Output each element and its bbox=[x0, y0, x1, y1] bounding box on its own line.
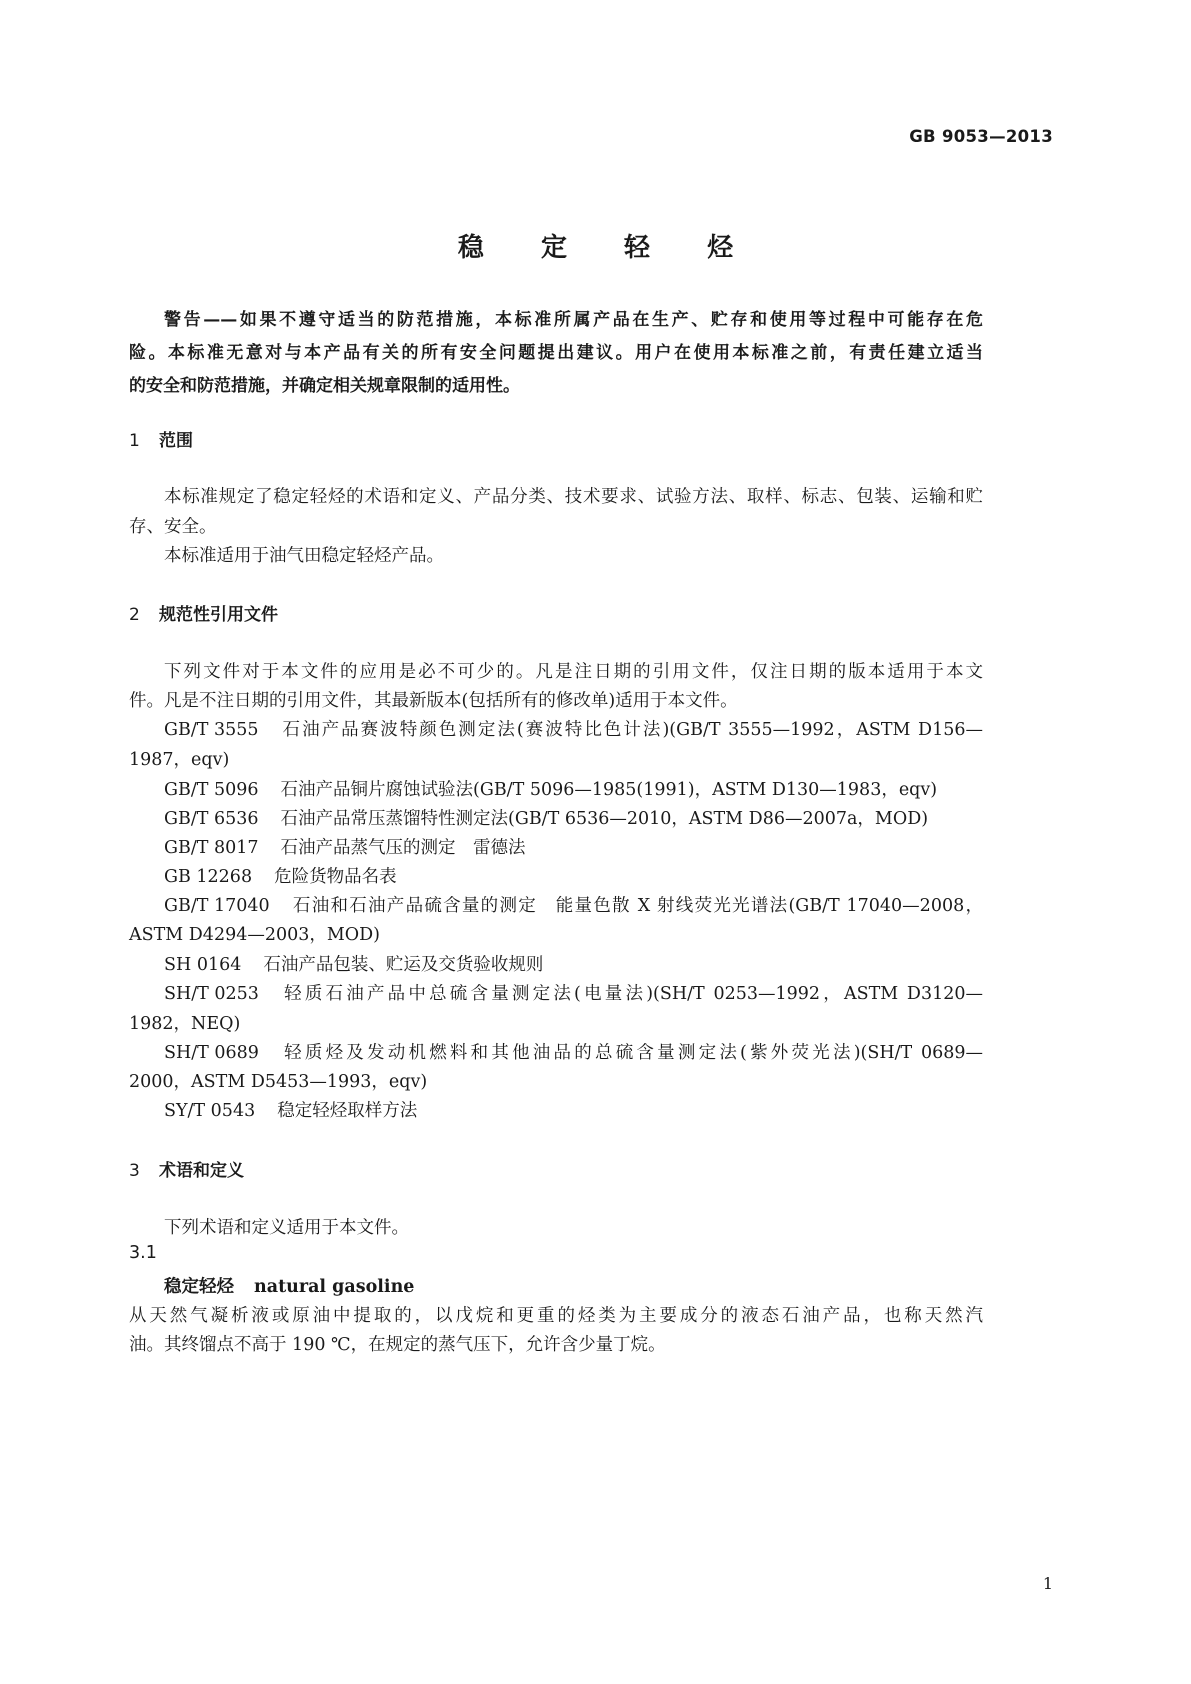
reference-code: GB/T 8017 bbox=[164, 838, 259, 858]
section-2-number: 2 bbox=[129, 605, 140, 625]
reference-text: 石油产品铜片腐蚀试验法(GB/T 5096—1985(1991)，ASTM D130—1983，eqv) bbox=[280, 780, 938, 800]
reference-text: 石油产品蒸气压的测定 雷德法 bbox=[280, 838, 526, 858]
reference-code: GB/T 6536 bbox=[164, 809, 259, 829]
reference-code: GB/T 5096 bbox=[164, 780, 259, 800]
warning-line-3: 的安全和防范措施，并确定相关规章限制的适用性。 bbox=[129, 376, 520, 396]
reference-item bbox=[164, 951, 543, 976]
reference-code: SH/T 0253 bbox=[164, 984, 259, 1004]
section-3-number: 3 bbox=[129, 1161, 140, 1181]
reference-code: SY/T 0543 bbox=[164, 1101, 256, 1121]
reference-text: 石油产品赛波特颜色测定法(赛波特比色计法)(GB/T 3555—1992，ASTM D156— bbox=[280, 720, 983, 740]
warning-line-2: 险。本标准无意对与本产品有关的所有安全问题提出建议。用户在使用本标准之前，有责任建立适当 bbox=[129, 343, 983, 363]
section-2-heading bbox=[129, 600, 278, 625]
document-title: 稳 定 轻 烃 bbox=[457, 233, 758, 263]
section-3-intro: 下列术语和定义适用于本文件。 bbox=[164, 1218, 409, 1238]
reference-item bbox=[164, 863, 397, 888]
reference-text: 危险货物品名表 bbox=[274, 867, 397, 887]
reference-item bbox=[164, 716, 983, 742]
section-1-heading bbox=[129, 426, 193, 451]
reference-continuation: ASTM D4294—2003，MOD) bbox=[129, 925, 381, 945]
section-1-line-3: 本标准适用于油气田稳定轻烃产品。 bbox=[164, 546, 444, 566]
section-3-title: 术语和定义 bbox=[159, 1161, 244, 1181]
reference-code: GB 12268 bbox=[164, 867, 253, 887]
term-heading bbox=[164, 1273, 414, 1298]
reference-code: GB/T 17040 bbox=[164, 896, 270, 916]
reference-text: 轻质石油产品中总硫含量测定法(电量法)(SH/T 0253—1992，ASTM D3120— bbox=[280, 984, 983, 1004]
reference-text: 轻质烃及发动机燃料和其他油品的总硫含量测定法(紫外荧光法)(SH/T 0689— bbox=[280, 1043, 983, 1063]
term-chinese: 稳定轻烃 bbox=[164, 1277, 234, 1297]
reference-item bbox=[164, 980, 983, 1006]
reference-item bbox=[164, 776, 937, 801]
reference-item bbox=[164, 805, 928, 830]
reference-item bbox=[164, 1039, 983, 1065]
reference-item bbox=[164, 834, 526, 859]
reference-text: 石油和石油产品硫含量的测定 能量色散 X 射线荧光光谱法(GB/T 17040—2008， bbox=[291, 896, 983, 916]
reference-continuation: 2000，ASTM D5453—1993，eqv) bbox=[129, 1072, 428, 1092]
section-2-intro-line-2: 件。凡是不注日期的引用文件，其最新版本(包括所有的修改单)适用于本文件。 bbox=[129, 691, 738, 711]
term-number: 3.1 bbox=[129, 1243, 157, 1263]
reference-continuation: 1987，eqv) bbox=[129, 750, 230, 770]
reference-code: SH/T 0689 bbox=[164, 1043, 259, 1063]
reference-code: SH 0164 bbox=[164, 955, 242, 975]
section-3-heading bbox=[129, 1156, 244, 1181]
reference-text: 石油产品包装、贮运及交货验收规则 bbox=[263, 955, 544, 975]
term-english: natural gasoline bbox=[254, 1277, 415, 1297]
reference-item bbox=[164, 1097, 417, 1122]
section-1-line-2: 存、安全。 bbox=[129, 517, 217, 537]
section-1-title: 范围 bbox=[159, 431, 193, 451]
section-2-title: 规范性引用文件 bbox=[159, 605, 278, 625]
reference-code: GB/T 3555 bbox=[164, 720, 259, 740]
reference-text: 石油产品常压蒸馏特性测定法(GB/T 6536—2010，ASTM D86—2007a，MOD) bbox=[280, 809, 929, 829]
section-1-line-1: 本标准规定了稳定轻烃的术语和定义、产品分类、技术要求、试验方法、取样、标志、包装、运输和贮 bbox=[164, 487, 983, 507]
section-1-number: 1 bbox=[129, 431, 140, 451]
reference-item bbox=[164, 892, 983, 918]
reference-continuation: 1982，NEQ) bbox=[129, 1014, 241, 1034]
warning-line-1: 警告——如果不遵守适当的防范措施，本标准所属产品在生产、贮存和使用等过程中可能存在危 bbox=[164, 310, 983, 330]
section-2-intro-line-1: 下列文件对于本文件的应用是必不可少的。凡是注日期的引用文件，仅注日期的版本适用于本文 bbox=[164, 662, 983, 682]
reference-text: 稳定轻烃取样方法 bbox=[277, 1101, 418, 1121]
term-definition-line-2: 油。其终馏点不高于 190 ℃，在规定的蒸气压下，允许含少量丁烷。 bbox=[129, 1335, 666, 1355]
page-number: 1 bbox=[1042, 1574, 1053, 1593]
term-definition-line-1: 从天然气凝析液或原油中提取的，以戊烷和更重的烃类为主要成分的液态石油产品，也称天然汽 bbox=[129, 1306, 983, 1326]
standard-code-header: GB 9053—2013 bbox=[909, 127, 1053, 146]
